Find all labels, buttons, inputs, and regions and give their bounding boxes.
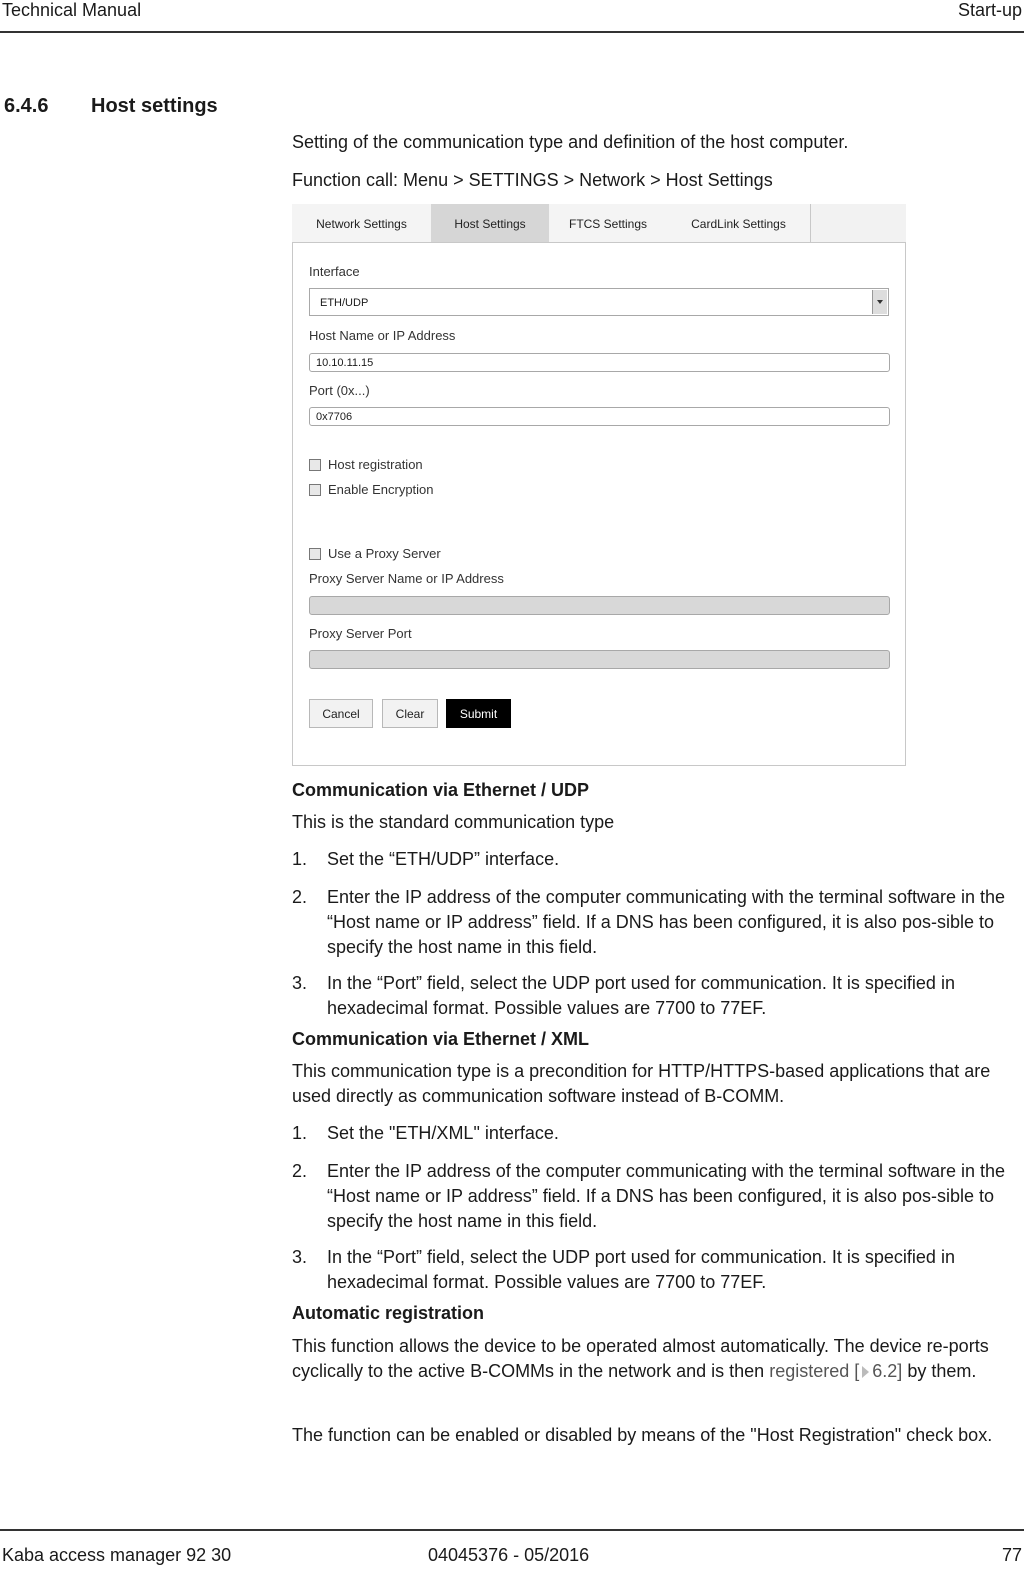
enable-encryption-checkbox[interactable]: [309, 484, 321, 496]
xml-step-1-number: 1.: [292, 1123, 308, 1143]
host-registration-label: Host registration: [328, 457, 423, 472]
page-header: [0, 0, 1024, 33]
udp-step-1-number: 1.: [292, 849, 308, 869]
tab-network-settings[interactable]: Network Settings: [292, 204, 432, 242]
settings-panel: [292, 242, 906, 766]
xml-heading: Communication via Ethernet / XML: [292, 1029, 590, 1049]
auto-text-before: This function allows the device to be operated almost automatically. The device re-ports cyclically to the active B-COMMs in the network and is then: [292, 1336, 989, 1381]
xml-step-2-number: 2.: [292, 1161, 308, 1181]
auto-paragraph-1: [292, 1334, 1022, 1384]
udp-step-2: Enter the IP address of the computer communicating with the terminal software in the “Host name or IP address” field. If a DNS has been configured, it is also pos-sible to specify the host name in this field.: [327, 887, 1006, 957]
tab-cardlink-settings[interactable]: CardLink Settings: [667, 204, 811, 242]
use-proxy-checkbox[interactable]: [309, 548, 321, 560]
proxy-port-label: Proxy Server Port: [309, 626, 412, 641]
clear-button[interactable]: Clear: [382, 699, 438, 728]
chevron-down-icon[interactable]: [872, 290, 887, 314]
udp-step-3-number: 3.: [292, 973, 308, 993]
enable-encryption-row[interactable]: [309, 482, 434, 497]
interface-value: ETH/UDP: [320, 297, 369, 309]
interface-label: Interface: [309, 264, 360, 279]
footer-middle: 04045376 - 05/2016: [428, 1545, 590, 1565]
registered-link[interactable]: registered [ 6.2]: [769, 1361, 903, 1381]
footer-page-number: 77: [1001, 1545, 1022, 1565]
tab-host-settings[interactable]: Host Settings: [431, 204, 550, 242]
auto-text-after: by them.: [907, 1361, 977, 1381]
use-proxy-row[interactable]: [309, 546, 441, 561]
port-label: Port (0x...): [309, 383, 370, 398]
auto-paragraph-2: The function can be enabled or disabled by means of the "Host Registration" check box.: [292, 1425, 993, 1445]
host-input[interactable]: 10.10.11.15: [309, 353, 890, 372]
tab-bar: [292, 204, 906, 243]
host-label: Host Name or IP Address: [309, 328, 456, 343]
port-input[interactable]: 0x7706: [309, 407, 890, 426]
host-settings-screenshot: [292, 204, 906, 766]
interface-select[interactable]: [309, 288, 889, 316]
xml-step-3: In the “Port” field, select the UDP port used for communication. It is specified in hexadecimal format. Possible values are 7700 to 77EF.: [327, 1247, 955, 1292]
udp-step-2-number: 2.: [292, 887, 308, 907]
use-proxy-label: Use a Proxy Server: [328, 546, 441, 561]
xml-step-3-number: 3.: [292, 1247, 308, 1267]
header-right: Start-up: [957, 0, 1022, 20]
section-title: Host settings: [91, 95, 218, 117]
function-call: Function call: Menu > SETTINGS > Network > Host Settings: [292, 170, 773, 190]
intro-text: Setting of the communication type and definition of the host computer.: [292, 132, 849, 152]
section-number: 6.4.6: [4, 95, 49, 117]
header-left: Technical Manual: [2, 0, 142, 20]
auto-heading: Automatic registration: [292, 1303, 485, 1323]
proxy-name-label: Proxy Server Name or IP Address: [309, 571, 504, 586]
enable-encryption-label: Enable Encryption: [328, 482, 434, 497]
submit-button[interactable]: Submit: [446, 699, 511, 728]
cancel-button[interactable]: Cancel: [309, 699, 373, 728]
udp-step-3: In the “Port” field, select the UDP port used for communication. It is specified in hexadecimal format. Possible values are 7700 to 77EF.: [327, 973, 955, 1018]
udp-heading: Communication via Ethernet / UDP: [292, 780, 590, 800]
arrow-right-icon: [862, 1366, 869, 1378]
xml-step-1: Set the "ETH/XML" interface.: [327, 1123, 559, 1143]
proxy-name-input[interactable]: [309, 596, 890, 615]
proxy-port-input[interactable]: [309, 650, 890, 669]
footer-rule: [0, 1529, 1024, 1531]
host-registration-checkbox[interactable]: [309, 459, 321, 471]
udp-step-1: Set the “ETH/UDP” interface.: [327, 849, 560, 869]
udp-intro: This is the standard communication type: [292, 812, 615, 832]
host-registration-row[interactable]: [309, 457, 423, 472]
xml-intro: This communication type is a precondition for HTTP/HTTPS-based applications that are used directly as communication software instead of B-COMM.: [292, 1061, 991, 1106]
footer-left: Kaba access manager 92 30: [2, 1545, 232, 1565]
xml-step-2: Enter the IP address of the computer communicating with the terminal software in the “Host name or IP address” field. If a DNS has been configured, it is also pos-sible to specify the host name in this field.: [327, 1161, 1006, 1231]
tab-ftcs-settings[interactable]: FTCS Settings: [549, 204, 668, 242]
